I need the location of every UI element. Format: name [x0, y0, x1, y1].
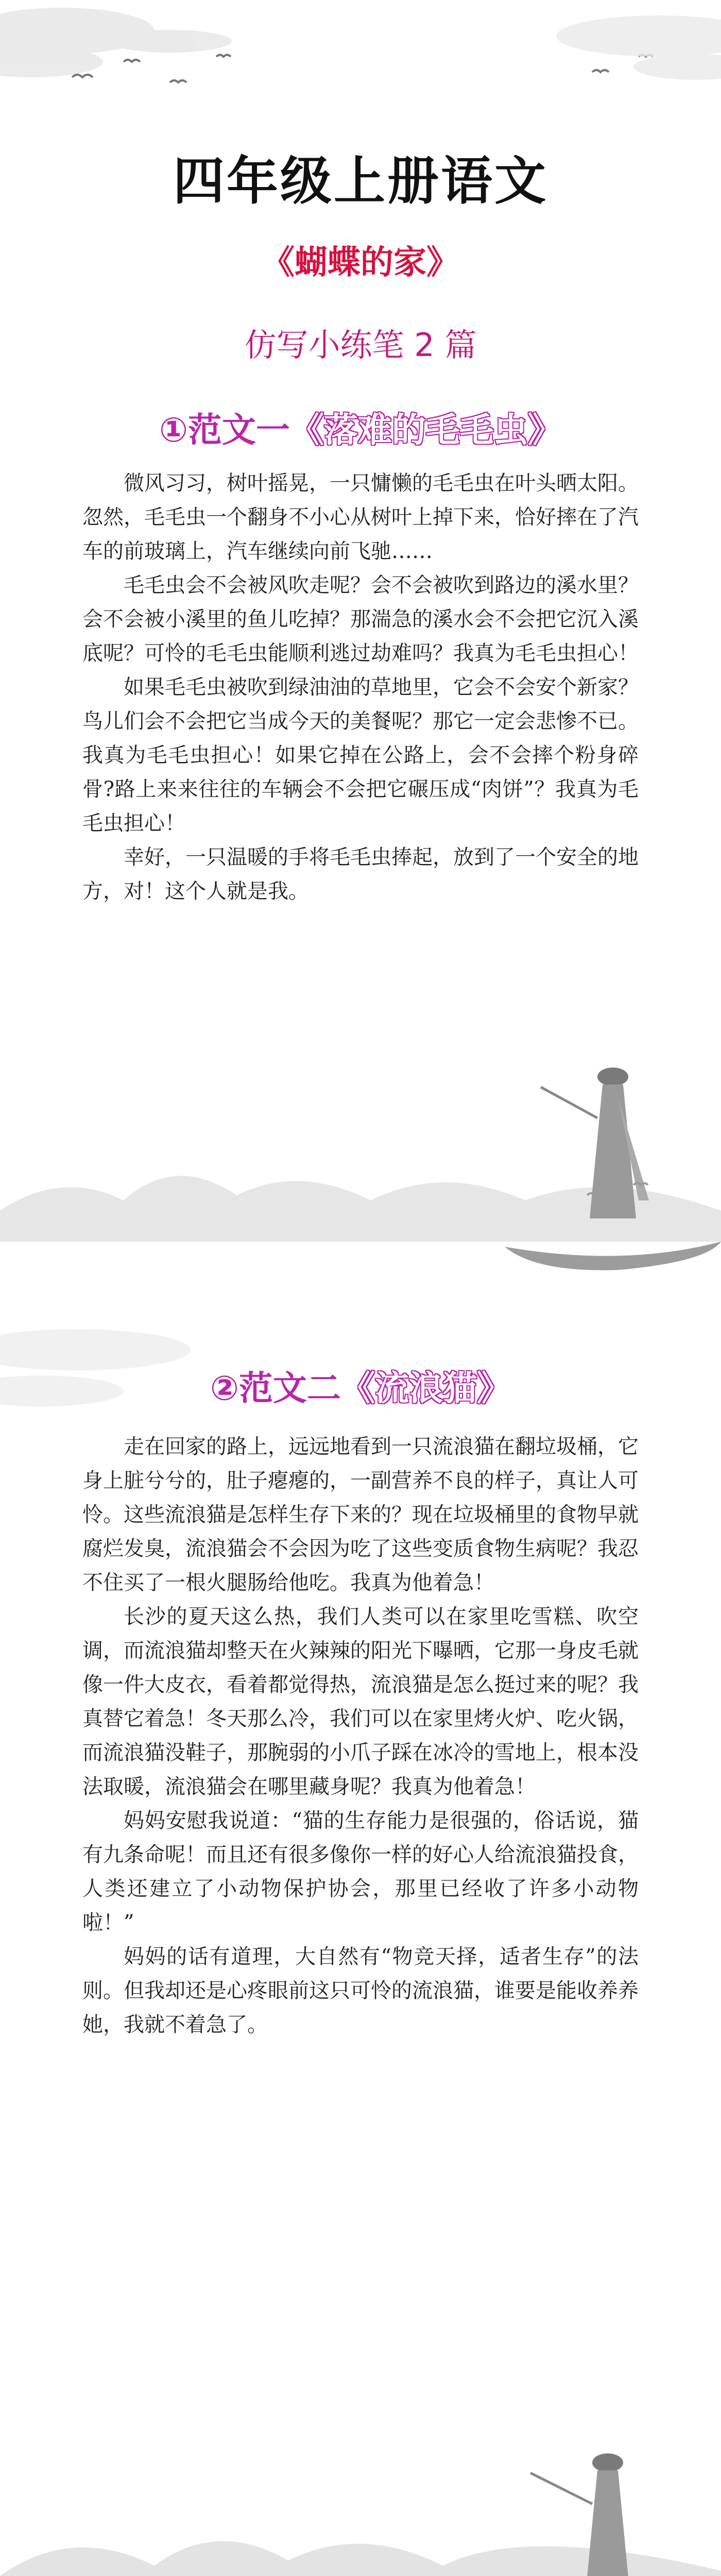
essay-2-paragraph: 走在回家的路上，远远地看到一只流浪猫在翻垃圾桶，它身上脏兮兮的，肚子瘪瘪的，一副营养不良的样子，真让人可怜。这些流浪猫是怎样生存下来的？现在垃圾桶里的食物早就腐烂发臭，流浪猫会不会因为吃了这些变质食物生病呢？我忍不住买了一根火腿肠给他吃。我真为他着急！ [82, 1435, 639, 1595]
essay-2-paragraph: 妈妈的话有道理，大自然有“物竞天择，适者生存”的法则。但我却还是心疼眼前这只可怜的流浪猫，谁要是能收养养她，我就不着急了。 [82, 1945, 639, 2037]
essay-2-paragraph: 妈妈安慰我说道：“猫的生存能力是很强的，俗话说，猫有九条命呢！而且还有很多像你一样的好心人给流浪猫投食，人类还建立了小动物保护协会，那里已经收了许多小动物啦！” [82, 1809, 639, 1935]
essay-1-paragraph: 微风习习，树叶摇晃，一只慵懒的毛毛虫在叶头晒太阳。忽然，毛毛虫一个翻身不小心从树叶上掉下来，恰好摔在了汽车的前玻璃上，汽车继续向前飞驰…… [82, 471, 639, 563]
essay-1-paragraph: 幸好，一只温暖的手将毛毛虫捧起，放到了一个安全的地方，对！这个人就是我。 [82, 845, 639, 903]
lesson-title: 《蝴蝶的家》 [262, 244, 459, 282]
essay-2-body [82, 1430, 639, 2042]
bird-flock-top [72, 55, 653, 83]
essay-1-prefix: ①范文一 [159, 410, 290, 450]
essay-1-paragraph: 毛毛虫会不会被风吹走呢？会不会被吹到路边的溪水里？会不会被小溪里的鱼儿吃掉？那湍急的溪水会不会把它沉入溪底呢？可怜的毛毛虫能顺利逃过劫难吗？我真为毛毛虫担心！ [82, 573, 639, 665]
essay-1-paragraph: 如果毛毛虫被吹到绿油油的草地里，它会不会安个新家？鸟儿们会不会把它当成今天的美餐呢？那它一定会悲惨不已。我真为毛毛虫担心！如果它掉在公路上，会不会摔个粉身碎骨?路上来来往往的车辆会不会把它碾压成“肉饼”？我真为毛毛虫担心！ [82, 675, 639, 835]
main-title: 四年级上册语文 [173, 151, 548, 211]
ink-cloud-top-right [556, 15, 721, 80]
ink-cloud-top-left [0, 8, 232, 77]
essay-2-quoted-title: 《流浪猫》 [340, 1368, 511, 1408]
essay-2-paragraph: 长沙的夏天这么热，我们人类可以在家里吃雪糕、吹空调，而流浪猫却整天在火辣辣的阳光下曝晒，它那一身皮毛就像一件大皮衣，看着都觉得热，流浪猫是怎么挺过来的呢？我真替它着急！冬天那么冷，我们可以在家里烤火炉、吃火锅，而流浪猫没鞋子，那腕弱的小爪子踩在冰冷的雪地上，根本没法取暖，流浪猫会在哪里藏身呢？我真为他着急！ [82, 1605, 639, 1799]
essay-2-prefix: ②范文二 [210, 1368, 341, 1408]
essay-1-quoted-title: 《落难的毛毛虫》 [289, 410, 562, 450]
essay-1-title [0, 407, 721, 453]
section-subtitle: 仿写小练笔 2 篇 [244, 326, 477, 364]
essay-2-title [0, 1365, 721, 1412]
essay-1-body [82, 466, 639, 908]
ink-boat-1 [505, 1242, 721, 1270]
